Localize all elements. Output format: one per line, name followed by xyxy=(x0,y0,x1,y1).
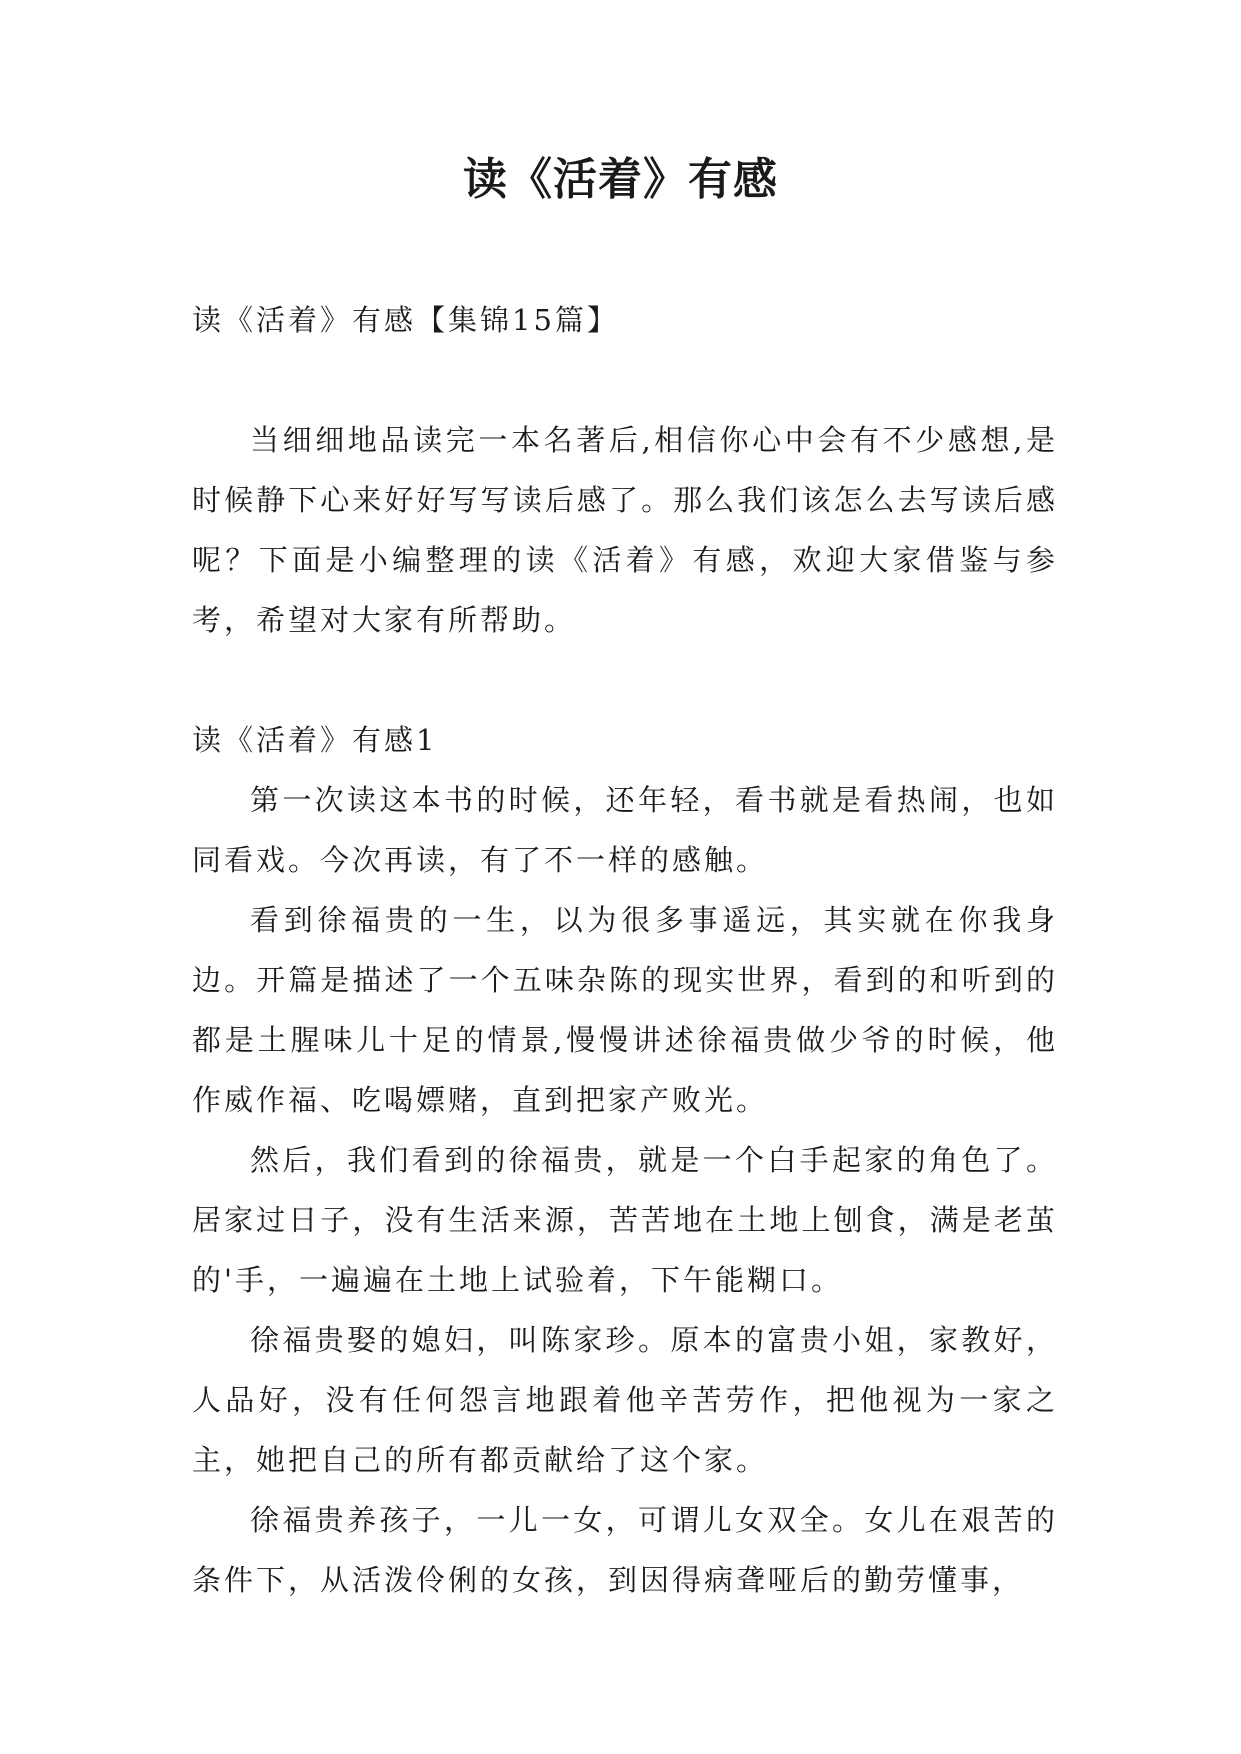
body-paragraph: 徐福贵养孩子，一儿一女，可谓儿女双全。女儿在艰苦的条件下，从活泼伶俐的女孩，到因得病聋哑后的勤劳懂事， xyxy=(192,1503,1058,1597)
body-paragraph: 第一次读这本书的时候，还年轻，看书就是看热闹，也如同看戏。今次再读，有了不一样的感触。 xyxy=(192,783,1058,877)
document-title: 读《活着》有感 xyxy=(463,154,778,205)
document-body xyxy=(192,290,1058,1610)
body-paragraph: 然后，我们看到的徐福贵，就是一个白手起家的角色了。居家过日子，没有生活来源，苦苦地在土地上刨食，满是老茧的'手，一遍遍在土地上试验着，下午能糊口。 xyxy=(192,1143,1058,1297)
section-heading: 读《活着》有感1 xyxy=(192,723,438,757)
body-paragraph: 看到徐福贵的一生，以为很多事遥远，其实就在你我身边。开篇是描述了一个五味杂陈的现实世界，看到的和听到的都是土腥味儿十足的情景,慢慢讲述徐福贵做少爷的时候，他作威作福、吃喝嫖赌，直到把家产败光。 xyxy=(192,903,1058,1117)
intro-paragraph: 当细细地品读完一本名著后,相信你心中会有不少感想,是时候静下心来好好写写读后感了。那么我们该怎么去写读后感呢？下面是小编整理的读《活着》有感，欢迎大家借鉴与参考，希望对大家有所帮助。 xyxy=(192,423,1058,637)
body-paragraph: 徐福贵娶的媳妇，叫陈家珍。原本的富贵小姐，家教好，人品好，没有任何怨言地跟着他辛苦劳作，把他视为一家之主，她把自己的所有都贡献给了这个家。 xyxy=(192,1323,1058,1477)
document-subtitle: 读《活着》有感【集锦15篇】 xyxy=(192,303,619,337)
